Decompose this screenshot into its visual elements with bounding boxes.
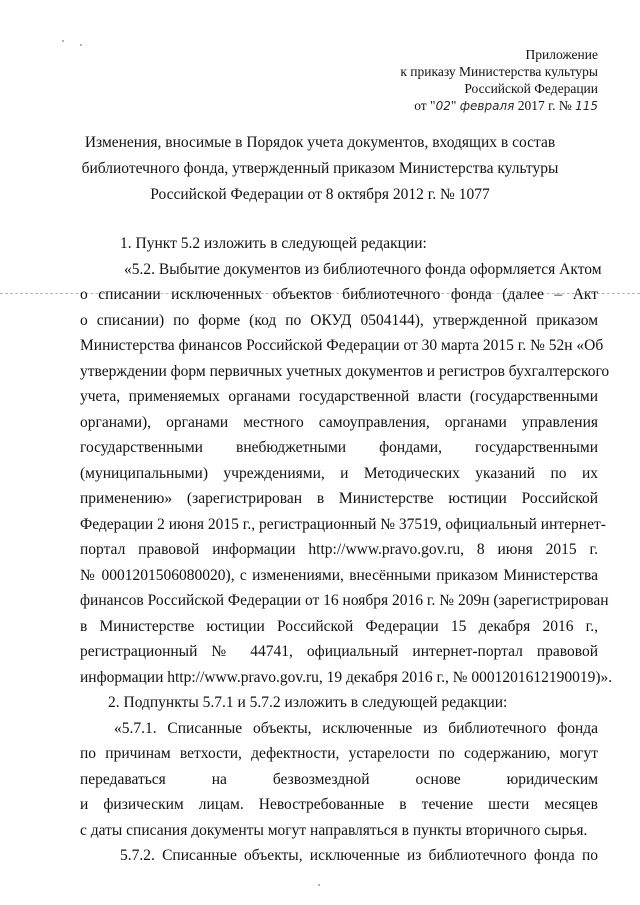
paragraph-line: «5.7.1. Списанные объекты, исключенные из библиотечного фонда [114, 719, 598, 737]
paragraph-line: в Министерстве юстиции Российской Федерации 15 декабря 2016 г., [80, 617, 598, 635]
title-line: Изменения, вносимые в Порядок учета документов, входящих в состав [84, 134, 556, 151]
title-line: Российской Федерации от 8 октября 2012 г. № 1077 [150, 186, 490, 203]
date-sep: " [450, 98, 457, 113]
paragraph-line: Федерации 2 июня 2015 г., регистрационный № 37519, официальный интернет- [80, 515, 606, 533]
paragraph-line: передаваться на безвозмездной основе юридическим [80, 770, 598, 788]
scan-speck [80, 44, 82, 46]
approval-block [338, 46, 598, 115]
handwritten-day: 02 [435, 99, 451, 113]
paragraph-line: 2. Подпункты 5.7.1 и 5.7.2 изложить в следующей редакции: [108, 694, 508, 711]
paragraph-line: о списании) по форме (код по ОКУД 0504144), утвержденной приказом [80, 311, 598, 329]
approval-heading: Приложение [525, 47, 598, 62]
paragraph-line: регистрационный № 44741, официальный интернет-портал правовой [80, 643, 598, 660]
paragraph-line: по причинам ветхости, дефектности, устарелости по содержанию, могут [80, 745, 598, 762]
paragraph-line: о списании исключенных объектов библиотечного фонда (далее – Акт [80, 286, 598, 303]
date-prefix: от " [414, 98, 436, 113]
paragraph-line: информации http://www.pravo.gov.ru, 19 декабря 2016 г., № 0001201612190019)». [80, 668, 613, 686]
title-line: библиотечного фонда, утвержденный приказом Министерства культуры [81, 160, 559, 177]
paragraph-line: и физическим лицам. Невостребованные в течение шести месяцев [80, 796, 598, 813]
paragraph-line: финансов Российской Федерации от 16 ноября 2016 г. № 209н (зарегистрирован [80, 592, 609, 609]
paragraph-line: учета, применяемых органами государственной власти (государственными [80, 388, 598, 405]
paragraph-line: (муниципальными) учреждениями, и Методических указаний по их [80, 464, 598, 482]
approval-date-line [338, 97, 598, 115]
document-title [60, 130, 580, 208]
approval-order-ref: к приказу Министерства культуры [400, 64, 598, 79]
date-year: 2017 г. № [517, 98, 572, 113]
paragraph-line: 5.7.2. Списанные объекты, исключенные из библиотечного фонда по [120, 847, 598, 864]
paragraph-line: с даты списания документы могут направляться в пункты вторичного сырья. [80, 821, 588, 839]
paragraph-line: применению» (зарегистрирован в Министерстве юстиции Российской [80, 490, 598, 507]
paragraph-line: органами), органами местного самоуправления, органами управления [80, 413, 598, 431]
paragraph-line: утверждении форм первичных учетных документов и регистров бухгалтерского [80, 362, 610, 380]
paragraph-line: 1. Пункт 5.2 изложить в следующей редакции: [120, 235, 427, 252]
paragraph-line: «5.2. Выбытие документов из библиотечного фонда оформляется Актом [124, 260, 602, 278]
paragraph-line: Министерства финансов Российской Федерации от 30 марта 2015 г. № 52н «Об [80, 337, 604, 354]
approval-federation: Российской Федерации [464, 81, 598, 96]
document-body [80, 231, 613, 869]
scan-speck [62, 40, 64, 42]
paragraph-line: № 0001201506080020), с изменениями, внесёнными приказом Министерства [80, 566, 598, 584]
handwritten-number: 115 [575, 99, 598, 113]
scan-speck [318, 884, 320, 886]
paragraph-line: государственными внебюджетными фондами, государственными [80, 439, 598, 456]
paragraph-line: портал правовой информации http://www.pravo.gov.ru, 8 июня 2015 г. [80, 541, 598, 558]
handwritten-month: февраля [459, 99, 515, 113]
